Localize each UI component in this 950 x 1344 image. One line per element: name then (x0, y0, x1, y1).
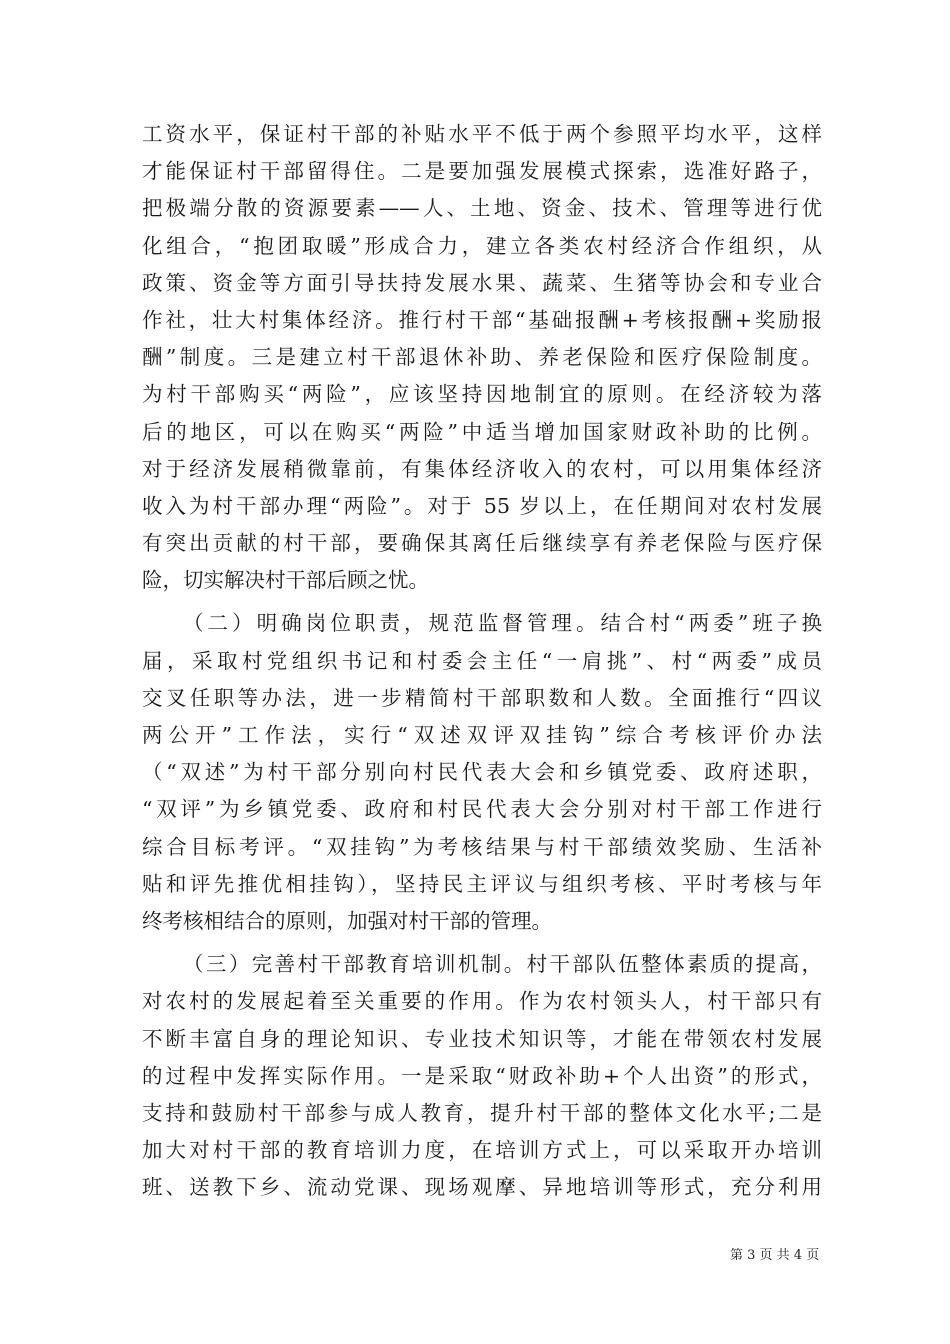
text-line: 终考核相结合的原则，加强对村干部的管理。 (142, 908, 552, 933)
paragraph-1 (142, 116, 822, 599)
paragraph-2 (142, 605, 822, 940)
text-line: “双评”为乡镇党委、政府和村民代表大会分别对村干部工作进行 (142, 797, 822, 822)
text-line: 化组合，“抱团取暖”形成合力，建立各类农村经济合作组织，从 (142, 233, 822, 258)
paragraph-3 (142, 946, 822, 1206)
text-line: 交叉任职等办法，进一步精简村干部职数和人数。全面推行“四议 (142, 685, 822, 710)
text-line: 加大对村干部的教育培训力度，在培训方式上，可以采取开办培训 (142, 1138, 822, 1163)
text-line: 综合目标考评。“双挂钩”为考核结果与村干部绩效奖励、生活补 (142, 834, 822, 859)
text-line: （三）完善村干部教育培训机制。村干部队伍整体素质的提高， (183, 952, 822, 977)
text-line: 不断丰富自身的理论知识、专业技术知识等，才能在带领农村发展 (142, 1026, 822, 1051)
text-line: 政策、资金等方面引导扶持发展水果、蔬菜、生猪等协会和专业合 (142, 270, 822, 295)
text-line: 贴和评先推优相挂钩），坚持民主评议与组织考核、平时考核与年 (142, 871, 822, 896)
text-line: 才能保证村干部留得住。二是要加强发展模式探索，选准好路子， (142, 159, 822, 184)
text-line: 支持和鼓励村干部参与成人教育，提升村干部的整体文化水平;二是 (142, 1100, 822, 1125)
text-line: 的过程中发挥实际作用。一是采取“财政补助+个人出资”的形式， (142, 1063, 822, 1088)
text-line: 对于经济发展稍微靠前，有集体经济收入的农村，可以用集体经济 (142, 456, 822, 481)
text-line: （二）明确岗位职责，规范监督管理。结合村“两委”班子换 (183, 611, 822, 636)
text-line: 班、送教下乡、流动党课、现场观摩、异地培训等形式，充分利用 (142, 1175, 822, 1200)
document-body (142, 116, 822, 1206)
text-line: 酬”制度。三是建立村干部退休补助、养老保险和医疗保险制度。 (142, 345, 822, 370)
page-number-footer: 第 3 页 共 4 页 (730, 1248, 820, 1263)
text-line: 两公开”工作法，实行“双述双评双挂钩”综合考核评价办法 (142, 723, 822, 747)
text-line: 为村干部购买“两险”，应该坚持因地制宜的原则。在经济较为落 (142, 382, 822, 407)
text-line: 有突出贡献的村干部，要确保其离任后继续享有养老保险与医疗保 (142, 531, 822, 556)
text-line: 收入为村干部办理“两险”。对于 55 岁以上，在任期间对农村发展 (142, 493, 822, 518)
text-line: 险，切实解决村干部后顾之忧。 (142, 568, 429, 593)
text-line: （“双述”为村干部分别向村民代表大会和乡镇党委、政府述职， (142, 760, 822, 785)
text-line: 后的地区，可以在购买“两险”中适当增加国家财政补助的比例。 (142, 419, 822, 444)
text-line: 工资水平，保证村干部的补贴水平不低于两个参照平均水平，这样 (142, 122, 822, 146)
text-line: 对农村的发展起着至关重要的作用。作为农村领头人，村干部只有 (142, 989, 822, 1014)
text-line: 把极端分散的资源要素——人、土地、资金、技术、管理等进行优 (142, 196, 822, 221)
text-line: 届，采取村党组织书记和村委会主任“一肩挑”、村“两委”成员 (142, 648, 822, 673)
text-line: 作社，壮大村集体经济。推行村干部“基础报酬+考核报酬+奖励报 (142, 307, 822, 332)
